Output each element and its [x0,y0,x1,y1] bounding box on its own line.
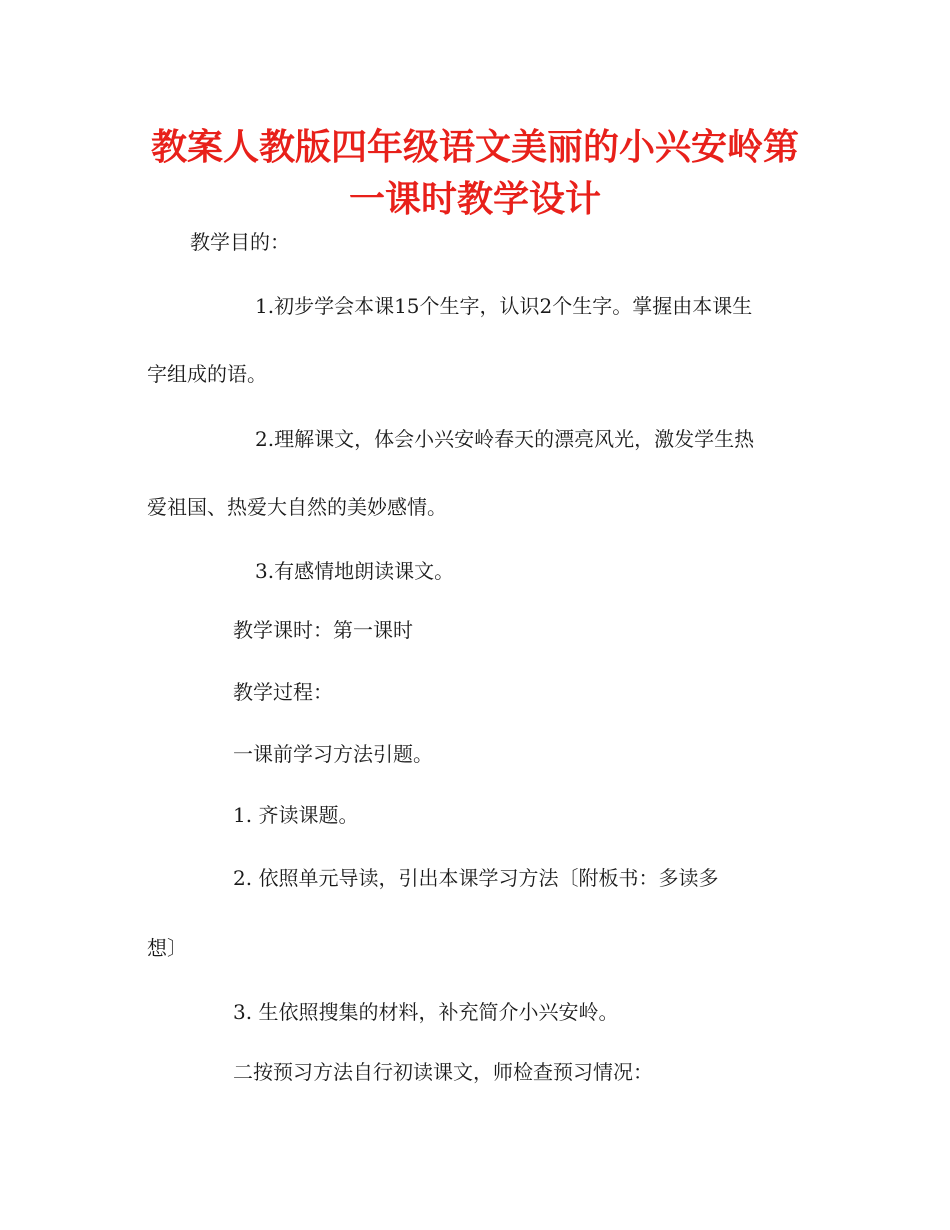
document-title [0,122,950,226]
step-one-heading: 一课前学习方法引题。 [233,742,433,766]
step-one-item-2-line-1: 2. 依照单元导读，引出本课学习方法〔附板书：多读多 [233,866,719,890]
objective-1-line-1: 1.初步学会本课15个生字，认识2个生字。掌握由本课生 [255,294,753,318]
objective-3: 3.有感情地朗读课文。 [255,559,455,583]
step-one-item-2-line-2: 想〕 [147,936,187,960]
section-heading-process: 教学过程： [233,680,333,704]
step-one-item-3: 3. 生依照搜集的材料，补充简介小兴安岭。 [233,1000,619,1024]
step-one-item-1: 1. 齐读课题。 [233,803,359,827]
lesson-period: 教学课时：第一课时 [233,618,413,642]
objective-2-line-1: 2.理解课文，体会小兴安岭春天的漂亮风光，激发学生热 [255,427,755,451]
title-line-2: 一课时教学设计 [348,179,601,220]
step-two-heading: 二按预习方法自行初读课文，师检查预习情况： [233,1060,653,1084]
title-line-1: 教案人教版四年级语文美丽的小兴安岭第 [150,127,799,168]
objective-2-line-2: 爱祖国、热爱大自然的美妙感情。 [147,495,447,519]
section-heading-objectives: 教学目的： [190,230,290,254]
objective-1-line-2: 字组成的语。 [147,362,267,386]
